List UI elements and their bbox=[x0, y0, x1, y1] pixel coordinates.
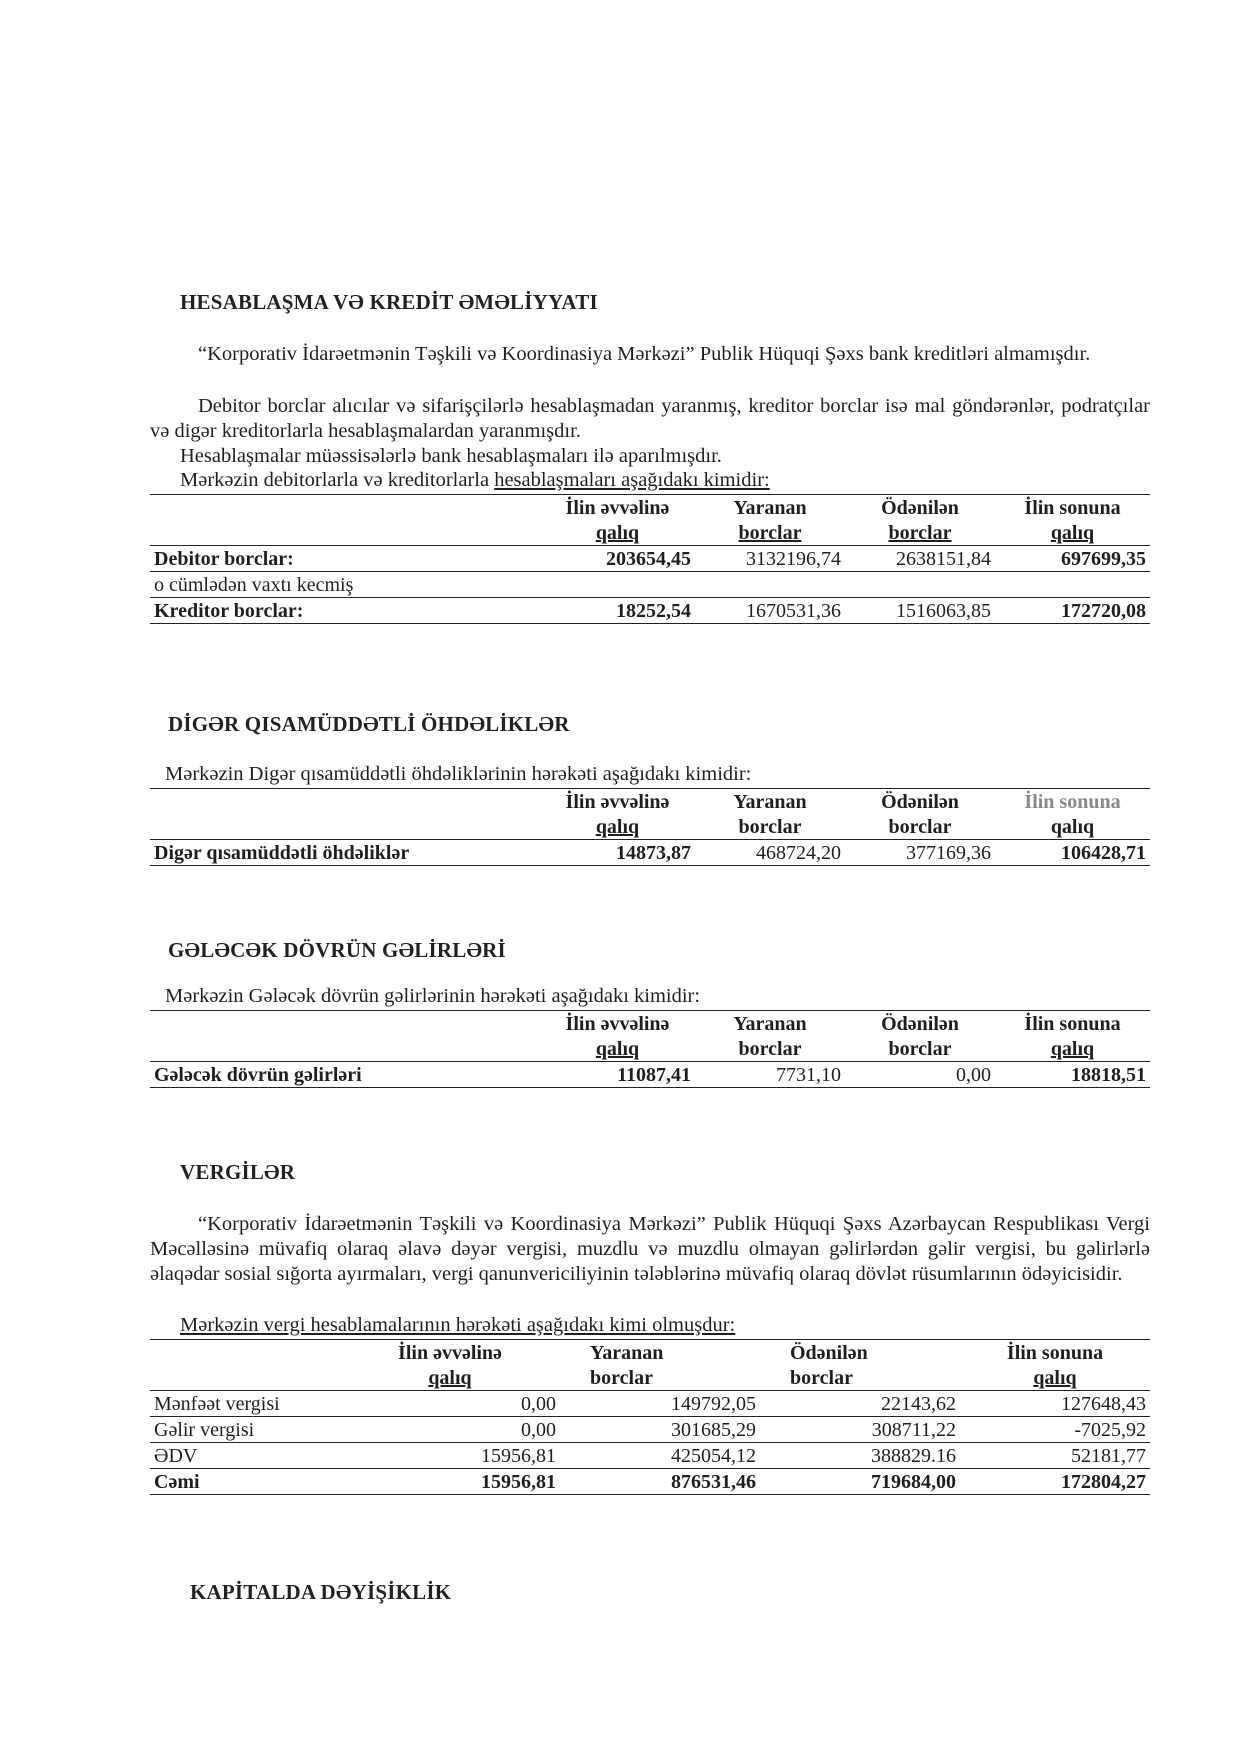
cell-value: 388829.16 bbox=[760, 1443, 960, 1469]
taxes-table bbox=[150, 1339, 1150, 1495]
section-heading-settlements: HESABLAŞMA VƏ KREDİT ƏMƏLİYYATI bbox=[180, 290, 598, 314]
column-header-sub: qalıq bbox=[428, 1367, 472, 1389]
paragraph-text: Debitor borclar alıcılar və sifarişçilərlə hesablaşmadan yaranmış, kreditor borclar isə mal göndərənlər, podratçılar və digər kreditorlarla hesablaşmalardan yaranmışdır. bbox=[150, 395, 1150, 442]
column-header-sub: qalıq bbox=[1033, 1367, 1077, 1389]
cell-value bbox=[540, 572, 695, 598]
column-header: Yaranan bbox=[560, 1340, 760, 1366]
column-header-sub: borclar bbox=[738, 1038, 802, 1060]
cell-value: 308711,22 bbox=[760, 1417, 960, 1443]
column-header-sub: borclar bbox=[888, 1038, 952, 1060]
cell-value: 18252,54 bbox=[540, 598, 695, 624]
row-label: o cümlədən vaxtı kecmiş bbox=[150, 572, 540, 598]
column-header: İlin əvvəlinə bbox=[540, 789, 695, 815]
table-row bbox=[150, 1443, 1150, 1469]
table-row bbox=[150, 598, 1150, 624]
cell-value: 301685,29 bbox=[560, 1417, 760, 1443]
paragraph-text: “Korporativ İdarəetmənin Təşkili və Koordinasiya Mərkəzi” Publik Hüquqi Şəxs bank kreditləri almamışdır. bbox=[198, 343, 1091, 365]
paragraph-bank-settlements bbox=[150, 444, 1150, 469]
column-header-sub: qalıq bbox=[1050, 816, 1095, 838]
column-header-sub: borclar bbox=[888, 522, 952, 544]
cell-value: 127648,43 bbox=[960, 1391, 1150, 1417]
section-heading-capital-changes: KAPİTALDA DƏYİŞİKLİK bbox=[190, 1580, 452, 1604]
column-header: İlin sonuna bbox=[995, 495, 1150, 521]
row-label: Digər qısamüddətli öhdəliklər bbox=[150, 840, 540, 866]
cell-value bbox=[995, 572, 1150, 598]
section-heading-short-term-liabilities: DİGƏR QISAMÜDDƏTLİ ÖHDƏLİKLƏR bbox=[168, 712, 570, 736]
column-header: Ödənilən bbox=[845, 495, 995, 521]
cell-value: 15956,81 bbox=[340, 1469, 560, 1495]
column-header: Ödənilən bbox=[845, 789, 995, 815]
column-header: İlin əvvəlinə bbox=[540, 1011, 695, 1037]
column-header: Yaranan bbox=[695, 1011, 845, 1037]
paragraph-debtors-creditors bbox=[150, 394, 1150, 444]
row-label: Gələcək dövrün gəlirləri bbox=[150, 1062, 540, 1088]
column-header: İlin sonuna bbox=[960, 1340, 1150, 1366]
cell-value: 11087,41 bbox=[540, 1062, 695, 1088]
column-header: İlin sonuna bbox=[995, 1011, 1150, 1037]
column-header-sub: qalıq bbox=[1050, 1038, 1095, 1060]
row-label: Cəmi bbox=[150, 1469, 340, 1495]
cell-value: 468724,20 bbox=[695, 840, 845, 866]
column-header: İlin əvvəlinə bbox=[340, 1340, 560, 1366]
column-header-sub: borclar bbox=[888, 816, 952, 838]
column-header-sub: borclar bbox=[738, 522, 802, 544]
cell-value: 106428,71 bbox=[995, 840, 1150, 866]
paragraph-taxes bbox=[150, 1212, 1150, 1287]
paragraph-text: “Korporativ İdarəetmənin Təşkili və Koordinasiya Mərkəzi” Publik Hüquqi Şəxs Azərbaycan Respublikası Vergi Məcəlləsinə müvafiq olaraq əlavə dəyər vergisi, muzdlu və muzdlu olmayan gəlirlərdən gəlir vergisi, bu gəlirlərlə əlaqədar sosial sığorta ayırmaları, vergi qanunvericiliyinin tələblərinə müvafiq olaraq dövlət rüsumlarının ödəyicisidir. bbox=[150, 1213, 1150, 1285]
cell-value: 377169,36 bbox=[845, 840, 995, 866]
settlements-table bbox=[150, 494, 1150, 624]
table-intro-liabilities: Mərkəzin Digər qısamüddətli öhdəliklərinin hərəkəti aşağıdakı kimidir: bbox=[165, 763, 752, 785]
column-header-sub: borclar bbox=[738, 816, 802, 838]
cell-value: 425054,12 bbox=[560, 1443, 760, 1469]
row-label: Debitor borclar: bbox=[150, 546, 540, 572]
cell-value: 18818,51 bbox=[995, 1062, 1150, 1088]
cell-value: 22143,62 bbox=[760, 1391, 960, 1417]
table-row bbox=[150, 546, 1150, 572]
cell-value bbox=[845, 572, 995, 598]
column-header: Ödənilən bbox=[845, 1011, 995, 1037]
cell-value: 1516063,85 bbox=[845, 598, 995, 624]
section-heading-deferred-income: GƏLƏCƏK DÖVRÜN GƏLİRLƏRİ bbox=[168, 938, 506, 962]
table-row bbox=[150, 572, 1150, 598]
paragraph-text: Hesablaşmalar müəssisələrlə bank hesablaşmaları ilə aparılmışdır. bbox=[180, 445, 722, 467]
cell-value: 697699,35 bbox=[995, 546, 1150, 572]
cell-value: 1670531,36 bbox=[695, 598, 845, 624]
column-header-sub: borclar bbox=[790, 1367, 853, 1389]
cell-value: 0,00 bbox=[340, 1391, 560, 1417]
cell-value: 2638151,84 bbox=[845, 546, 995, 572]
column-header-sub: borclar bbox=[590, 1367, 653, 1389]
row-label: Gəlir vergisi bbox=[150, 1417, 340, 1443]
cell-value: 3132196,74 bbox=[695, 546, 845, 572]
column-header: Yaranan bbox=[695, 789, 845, 815]
cell-value: 7731,10 bbox=[695, 1062, 845, 1088]
cell-value: -7025,92 bbox=[960, 1417, 1150, 1443]
table-row-total bbox=[150, 1469, 1150, 1495]
cell-value: 172720,08 bbox=[995, 598, 1150, 624]
cell-value: 52181,77 bbox=[960, 1443, 1150, 1469]
row-label: Mənfəət vergisi bbox=[150, 1391, 340, 1417]
liabilities-table bbox=[150, 788, 1150, 866]
column-header: Yaranan bbox=[695, 495, 845, 521]
paragraph-bank-credits bbox=[150, 342, 1150, 367]
table-intro-taxes: Mərkəzin vergi hesablamalarının hərəkəti aşağıdakı kimi olmuşdur: bbox=[180, 1314, 736, 1336]
table-intro-settlements bbox=[180, 469, 770, 492]
table-intro-deferred-income: Mərkəzin Gələcək dövrün gəlirlərinin hərəkəti aşağıdakı kimidir: bbox=[165, 985, 701, 1007]
column-header: İlin sonuna bbox=[995, 789, 1150, 815]
section-heading-taxes: VERGİLƏR bbox=[180, 1160, 296, 1184]
column-header-sub: qalıq bbox=[1050, 522, 1095, 544]
table-row bbox=[150, 1062, 1150, 1088]
table-row bbox=[150, 840, 1150, 866]
cell-value: 149792,05 bbox=[560, 1391, 760, 1417]
cell-value bbox=[695, 572, 845, 598]
column-header-sub: qalıq bbox=[595, 522, 640, 544]
column-header-sub: qalıq bbox=[595, 816, 640, 838]
cell-value: 14873,87 bbox=[540, 840, 695, 866]
intro-text-underlined: hesablaşmaları aşağıdakı kimidir: bbox=[494, 469, 770, 491]
intro-text: Mərkəzin debitorlarla və kreditorlarla bbox=[180, 469, 495, 491]
cell-value: 203654,45 bbox=[540, 546, 695, 572]
row-label: ƏDV bbox=[150, 1443, 340, 1469]
column-header: Ödənilən bbox=[760, 1340, 960, 1366]
cell-value: 15956,81 bbox=[340, 1443, 560, 1469]
table-row bbox=[150, 1391, 1150, 1417]
cell-value: 876531,46 bbox=[560, 1469, 760, 1495]
deferred-income-table bbox=[150, 1010, 1150, 1088]
cell-value: 0,00 bbox=[845, 1062, 995, 1088]
cell-value: 0,00 bbox=[340, 1417, 560, 1443]
column-header-sub: qalıq bbox=[595, 1038, 640, 1060]
cell-value: 719684,00 bbox=[760, 1469, 960, 1495]
table-row bbox=[150, 1417, 1150, 1443]
cell-value: 172804,27 bbox=[960, 1469, 1150, 1495]
column-header: İlin əvvəlinə bbox=[540, 495, 695, 521]
row-label: Kreditor borclar: bbox=[150, 598, 540, 624]
